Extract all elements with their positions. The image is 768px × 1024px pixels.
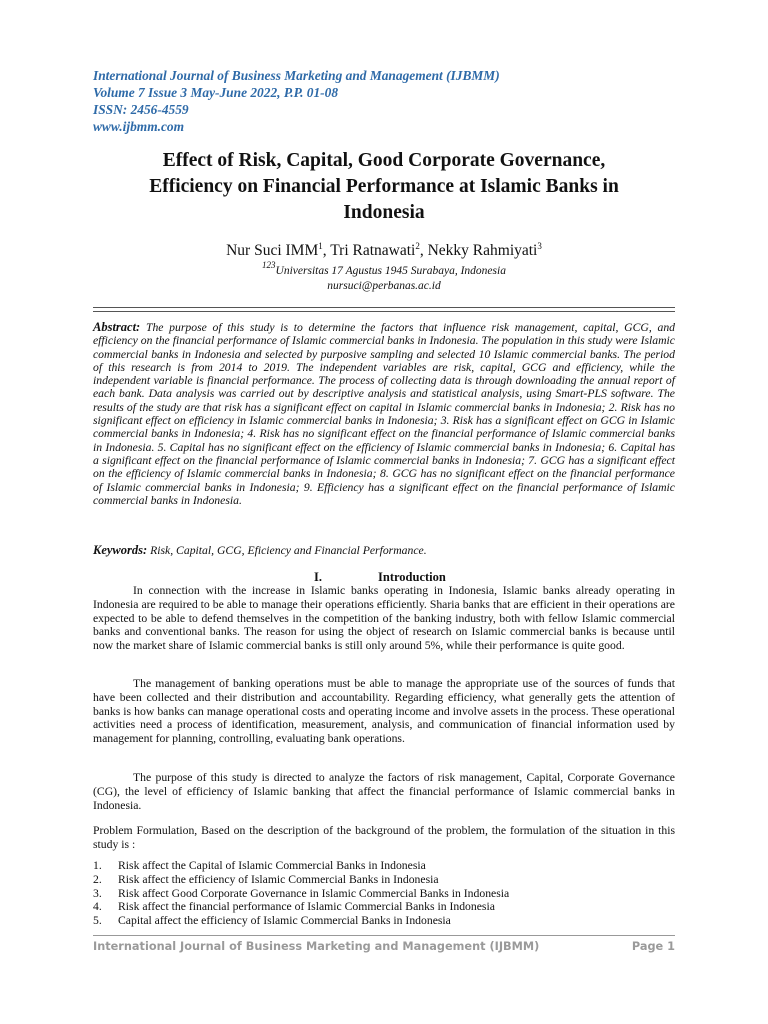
list-number: 3. [93, 886, 102, 900]
keywords-text: Risk, Capital, GCG, Eficiency and Financial Performance. [150, 544, 427, 557]
title-line: Indonesia [343, 202, 425, 223]
list-text: Risk affect the Capital of Islamic Commercial Banks in Indonesia [118, 859, 426, 872]
title-line: Effect of Risk, Capital, Good Corporate Governance, [162, 150, 606, 171]
divider [93, 311, 675, 312]
author-affiliation-mark: 3 [537, 241, 542, 251]
keywords [93, 543, 675, 558]
problem-list [93, 859, 675, 928]
title-line: Efficiency on Financial Performance at Islamic Banks in [149, 176, 619, 197]
journal-issn: ISSN: 2456-4559 [93, 102, 189, 117]
footer-divider [93, 935, 675, 936]
author-name: Tri Ratnawati [330, 242, 416, 259]
body-paragraph: The purpose of this study is directed to analyze the factors of risk management, Capital, Corporate Governance (CG), the level of efficiency of Islamic banking that affect the financial performance of Islamic commercial banks in Indonesia. [93, 771, 675, 812]
page-footer [93, 939, 675, 955]
affiliation-mark: 123 [262, 260, 276, 270]
author-list: Nur Suci IMM$^1$, Tri Ratnawati$^2$, Nekky Rahmiyati$^3$ [226, 241, 542, 259]
list-item [93, 900, 675, 914]
list-item [93, 873, 675, 887]
journal-website-link[interactable]: www.ijbmm.com [93, 119, 185, 134]
body-paragraph: Problem Formulation, Based on the description of the background of the problem, the formulation of the situation in this study is : [93, 824, 675, 851]
list-item [93, 887, 675, 901]
body-paragraph: In connection with the increase in Islamic banks operating in Indonesia, Islamic banks already operating in Indonesia are required to be able to manage their operations efficiently. Sharia banks that are efficient in their operations are expected to be able to defend themselves in the competition of the banking industry, both with fellow Islamic commercial banks and conventional banks. The reason for using the object of research on Islamic commercial banks is because until now the market share of Islamic commercial banks is still only around 5%, while their performance is quite good. [93, 584, 675, 653]
paper-title [80, 148, 688, 226]
divider [93, 307, 675, 308]
author-name: Nekky Rahmiyati [427, 242, 538, 259]
list-text: Risk affect the financial performance of Islamic Commercial Banks in Indonesia [118, 900, 495, 914]
list-item [93, 914, 675, 928]
journal-name: International Journal of Business Marketing and Management (IJBMM) [93, 68, 500, 83]
section-number: I. [314, 570, 322, 584]
abstract-label: Abstract: [93, 320, 141, 334]
author-affiliation-mark: 1 [318, 241, 323, 251]
list-number: 1. [93, 859, 102, 872]
author-email[interactable]: nursuci@perbanas.ac.id [327, 280, 441, 292]
affiliation [80, 260, 688, 278]
list-text: Capital affect the efficiency of Islamic Commercial Banks in Indonesia [118, 914, 451, 928]
list-number: 2. [93, 872, 102, 886]
list-item [93, 859, 675, 873]
affiliation-text: Universitas 17 Agustus 1945 Surabaya, Indonesia [275, 265, 506, 277]
body-paragraph: The management of banking operations must be able to manage the appropriate use of the sources of funds that have been collected and their distribution and accountability. Regarding efficiency, what generally gets the attention of banks is how banks can manage operational costs and operating income and involve assets in the process. These operational activities need a process of identification, measurement, analysis, and communication of financial information used by management for planning, controlling, evaluating bank operations. [93, 677, 675, 746]
journal-header [93, 67, 693, 135]
footer-journal-name: International Journal of Business Marketing and Management (IJBMM) [93, 940, 540, 953]
abstract-text: The purpose of this study is to determine the factors that influence risk management, capital, GCG, and efficiency on the financial performance of Islamic commercial banks in Indonesia. The population in this study were Islamic commercial banks in Indonesia and selected by purposive sampling and selected 10 Islamic commercial banks. The period of this research is from 2014 to 2019. The independent variables are risk, capital, GCG and efficiency, while the independent variable is financial performance. The process of collecting data is through downloading the annual report of each bank. Data analysis was carried out by descriptive analysis and statistical analysis, using Smart-PLS software. The results of the study are that risk has a significant effect on capital in Islamic commercial banks in Indonesia; 2. Risk has no significant effect on efficiency in Islamic commercial banks in Indonesia; 3. Risk has a significant effect on GCG in Islamic commercial banks in Indonesia; 4. Risk has no significant effect on the financial performance of Islamic commercial banks in Indonesia. 5. Capital has no significant effect on the efficiency of Islamic commercial banks in Indonesia; 6. Capital has a significant effect on the financial performance of Islamic commercial banks in Indonesia; 7. GCG has a significant effect on the efficiency of Islamic commercial banks in Indonesia; 8. GCG has no significant effect on the financial performance of Islamic commercial banks in Indonesia; 9. Efficiency has a significant effect on the financial performance of Islamic commercial banks in Indonesia. [93, 321, 676, 507]
keywords-label: Keywords: [93, 543, 148, 557]
list-text: Risk affect the efficiency of Islamic Commercial Banks in Indonesia [118, 872, 439, 886]
list-number: 5. [93, 914, 102, 928]
author-name: Nur Suci IMM [226, 242, 319, 259]
abstract [93, 321, 675, 507]
journal-volume: Volume 7 Issue 3 May-June 2022, P.P. 01-08 [93, 85, 339, 100]
section-title: Introduction [378, 570, 446, 584]
author-affiliation-mark: 2 [415, 241, 420, 251]
list-number: 4. [93, 900, 102, 914]
list-text: Risk affect Good Corporate Governance in Islamic Commercial Banks in Indonesia [118, 886, 510, 900]
section-heading [300, 570, 500, 584]
page-number: Page 1 [631, 940, 675, 953]
